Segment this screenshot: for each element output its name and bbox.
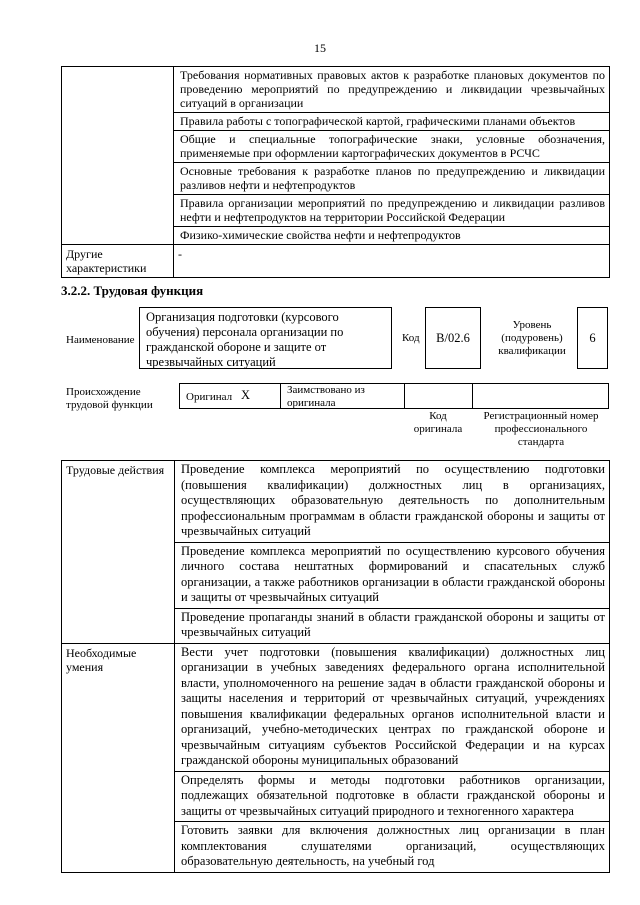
function-detail-table	[61, 460, 610, 873]
knowledge-item: Общие и специальные топографические знаки, условные обозначения, применяемые при оформлении картографических документов в РСЧС	[174, 130, 609, 162]
divider	[404, 384, 405, 408]
action-item: Проведение комплекса мероприятий по осуществлению подготовки (повышения квалификации) должностных лиц в организациях, осуществляющих образовательную деятельность по дополнительным профессиональным программам в области гражданской обороны и защиты от чрезвычайных ситуаций	[181, 462, 605, 538]
section-heading: 3.2.2. Трудовая функция	[61, 283, 204, 298]
knowledge-table	[61, 66, 610, 278]
level-label: Уровень (подуровень) квалификации	[498, 319, 566, 357]
divider	[472, 384, 473, 408]
skill-item: Определять формы и методы подготовки работников организации, подлежащих обязательной подготовке в области гражданской обороны и защиты от чрезвычайных ситуаций природного и техногенного характера	[175, 771, 609, 822]
other-characteristics-label: Другие характеристики	[62, 245, 174, 278]
origin-box	[179, 383, 609, 409]
action-item: Проведение комплекса мероприятий по осуществлению курсового обучения личного состава нештатных формирований и спасательных служб организации, а также работников организации в области гражданской обороны и защиты от чрезвычайных ситуаций	[175, 542, 609, 608]
skill-item: Вести учет подготовки (повышения квалификации) должностных лиц организации в учебных заведениях федерального органа исполнительной власти, уполномоченного на решение задач в области гражданской обороны и защиты населения и территорий от чрезвычайных ситуаций, учреждениях повышения квалификации федеральных органов исполнительной власти и организаций, учебно-методических центрах по гражданской обороне и чрезвычайным ситуациям субъектов Российской Федерации и на курсах гражданской обороны муниципальных образований	[181, 644, 605, 767]
code-label: Код	[402, 332, 420, 344]
knowledge-item: Правила работы с топографической картой, графическими планами объектов	[174, 112, 609, 130]
knowledge-item: Требования нормативных правовых актов к разработке плановых документов по проведению мероприятий по предупреждению и ликвидации чрезвычайных ситуаций в организации	[180, 68, 605, 110]
knowledge-items-cell	[174, 67, 610, 245]
original-mark: X	[241, 388, 251, 402]
code-origin-caption: Код оригинала	[413, 410, 463, 435]
page-number: 15	[314, 41, 326, 55]
code-value: B/02.6	[436, 331, 470, 345]
action-item: Проведение пропаганды знаний в области гражданской обороны и защиты от чрезвычайных ситуаций	[175, 608, 609, 643]
original-label: Оригинал	[186, 391, 233, 403]
skills-cell	[175, 643, 610, 872]
knowledge-label-cell	[62, 67, 174, 245]
knowledge-item: Правила организации мероприятий по предупреждению и ликвидации разливов нефти и нефтепродуктов на территории Российской Федерации	[174, 194, 609, 226]
function-name: Организация подготовки (курсового обучения) персонала организации по гражданской обороне и защите от чрезвычайных ситуаций	[146, 310, 344, 369]
other-characteristics-value: -	[174, 245, 610, 278]
code-box	[425, 307, 481, 369]
origin-label: Происхождение трудовой функции	[66, 386, 153, 411]
name-box	[139, 307, 392, 369]
actions-cell	[175, 461, 610, 644]
skills-label: Необходимые умения	[62, 643, 175, 872]
name-label: Наименование	[66, 334, 135, 346]
skill-item: Готовить заявки для включения должностных лиц организации в план комплектования слушателями организаций, осуществляющих образовательную деятельность, на учебный год	[175, 821, 609, 872]
borrowed-label: Заимствовано из оригинала	[287, 384, 365, 409]
knowledge-item: Физико-химические свойства нефти и нефтепродуктов	[174, 226, 609, 244]
level-value: 6	[589, 331, 596, 345]
actions-label: Трудовые действия	[62, 461, 175, 644]
reg-number-caption: Регистрационный номер профессионального стандарта	[483, 410, 599, 448]
knowledge-item: Основные требования к разработке планов по предупреждению и ликвидации разливов нефти и нефтепродуктов	[174, 162, 609, 194]
divider	[280, 384, 281, 408]
level-box	[577, 307, 608, 369]
